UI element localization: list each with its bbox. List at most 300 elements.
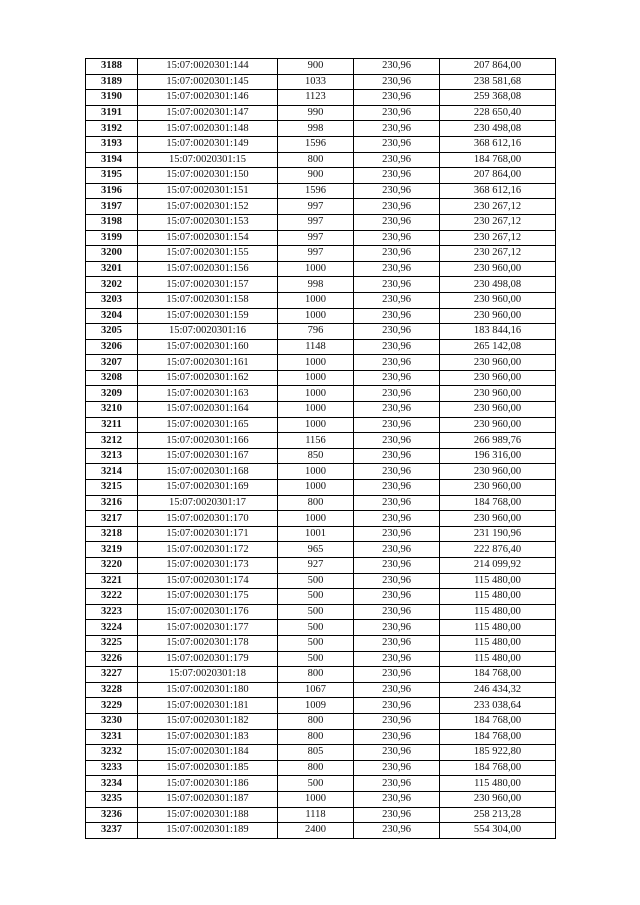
table-row <box>86 464 556 480</box>
specific-value-cell: 230,96 <box>354 729 440 745</box>
specific-value-cell: 230,96 <box>354 776 440 792</box>
cadastral-value-cell: 246 434,32 <box>440 682 556 698</box>
specific-value-cell: 230,96 <box>354 682 440 698</box>
cadastral-value-cell: 184 768,00 <box>440 713 556 729</box>
area-cell: 1009 <box>278 698 354 714</box>
cadastral-value-cell: 230 960,00 <box>440 370 556 386</box>
specific-value-cell: 230,96 <box>354 433 440 449</box>
row-number-cell: 3226 <box>86 651 138 667</box>
row-number-cell: 3192 <box>86 121 138 137</box>
specific-value-cell: 230,96 <box>354 448 440 464</box>
cadastral-number-cell: 15:07:0020301:181 <box>138 698 278 714</box>
row-number-cell: 3229 <box>86 698 138 714</box>
cadastral-value-cell: 230 960,00 <box>440 511 556 527</box>
row-number-cell: 3228 <box>86 682 138 698</box>
area-cell: 1033 <box>278 74 354 90</box>
area-cell: 1000 <box>278 261 354 277</box>
row-number-cell: 3230 <box>86 713 138 729</box>
specific-value-cell: 230,96 <box>354 807 440 823</box>
area-cell: 1596 <box>278 183 354 199</box>
table-row <box>86 823 556 839</box>
cadastral-number-cell: 15:07:0020301:167 <box>138 448 278 464</box>
cadastral-number-cell: 15:07:0020301:169 <box>138 480 278 496</box>
area-cell: 1000 <box>278 370 354 386</box>
cadastral-number-cell: 15:07:0020301:156 <box>138 261 278 277</box>
cadastral-number-cell: 15:07:0020301:163 <box>138 386 278 402</box>
cadastral-value-cell: 230 960,00 <box>440 417 556 433</box>
table-row <box>86 635 556 651</box>
cadastral-number-cell: 15:07:0020301:182 <box>138 713 278 729</box>
cadastral-number-cell: 15:07:0020301:158 <box>138 292 278 308</box>
table-row <box>86 136 556 152</box>
cadastral-number-cell: 15:07:0020301:148 <box>138 121 278 137</box>
area-cell: 1067 <box>278 682 354 698</box>
cadastral-number-cell: 15:07:0020301:165 <box>138 417 278 433</box>
table-row <box>86 573 556 589</box>
specific-value-cell: 230,96 <box>354 480 440 496</box>
row-number-cell: 3216 <box>86 495 138 511</box>
cadastral-value-table <box>85 58 556 839</box>
specific-value-cell: 230,96 <box>354 417 440 433</box>
area-cell: 1118 <box>278 807 354 823</box>
area-cell: 900 <box>278 59 354 75</box>
specific-value-cell: 230,96 <box>354 183 440 199</box>
row-number-cell: 3233 <box>86 760 138 776</box>
specific-value-cell: 230,96 <box>354 59 440 75</box>
specific-value-cell: 230,96 <box>354 464 440 480</box>
table-row <box>86 651 556 667</box>
cadastral-number-cell: 15:07:0020301:18 <box>138 667 278 683</box>
row-number-cell: 3188 <box>86 59 138 75</box>
row-number-cell: 3218 <box>86 526 138 542</box>
specific-value-cell: 230,96 <box>354 214 440 230</box>
cadastral-number-cell: 15:07:0020301:149 <box>138 136 278 152</box>
cadastral-value-cell: 230 960,00 <box>440 791 556 807</box>
specific-value-cell: 230,96 <box>354 635 440 651</box>
row-number-cell: 3206 <box>86 339 138 355</box>
cadastral-value-cell: 230 960,00 <box>440 355 556 371</box>
area-cell: 997 <box>278 230 354 246</box>
cadastral-value-cell: 231 190,96 <box>440 526 556 542</box>
table-row <box>86 760 556 776</box>
row-number-cell: 3236 <box>86 807 138 823</box>
cadastral-number-cell: 15:07:0020301:183 <box>138 729 278 745</box>
cadastral-number-cell: 15:07:0020301:146 <box>138 90 278 106</box>
cadastral-value-cell: 230 960,00 <box>440 292 556 308</box>
cadastral-number-cell: 15:07:0020301:172 <box>138 542 278 558</box>
cadastral-number-cell: 15:07:0020301:151 <box>138 183 278 199</box>
cadastral-value-cell: 207 864,00 <box>440 59 556 75</box>
cadastral-number-cell: 15:07:0020301:188 <box>138 807 278 823</box>
specific-value-cell: 230,96 <box>354 386 440 402</box>
area-cell: 1000 <box>278 308 354 324</box>
specific-value-cell: 230,96 <box>354 604 440 620</box>
area-cell: 1156 <box>278 433 354 449</box>
cadastral-number-cell: 15:07:0020301:166 <box>138 433 278 449</box>
specific-value-cell: 230,96 <box>354 791 440 807</box>
cadastral-value-cell: 259 368,08 <box>440 90 556 106</box>
row-number-cell: 3202 <box>86 277 138 293</box>
specific-value-cell: 230,96 <box>354 823 440 839</box>
table-row <box>86 542 556 558</box>
cadastral-value-cell: 115 480,00 <box>440 635 556 651</box>
cadastral-number-cell: 15:07:0020301:161 <box>138 355 278 371</box>
specific-value-cell: 230,96 <box>354 230 440 246</box>
row-number-cell: 3232 <box>86 745 138 761</box>
row-number-cell: 3237 <box>86 823 138 839</box>
cadastral-number-cell: 15:07:0020301:187 <box>138 791 278 807</box>
area-cell: 2400 <box>278 823 354 839</box>
specific-value-cell: 230,96 <box>354 667 440 683</box>
cadastral-value-cell: 266 989,76 <box>440 433 556 449</box>
table-row <box>86 807 556 823</box>
area-cell: 796 <box>278 324 354 340</box>
cadastral-value-cell: 265 142,08 <box>440 339 556 355</box>
cadastral-number-cell: 15:07:0020301:157 <box>138 277 278 293</box>
cadastral-number-cell: 15:07:0020301:155 <box>138 246 278 262</box>
table-row <box>86 604 556 620</box>
cadastral-number-cell: 15:07:0020301:17 <box>138 495 278 511</box>
row-number-cell: 3213 <box>86 448 138 464</box>
cadastral-value-cell: 183 844,16 <box>440 324 556 340</box>
table-row <box>86 558 556 574</box>
table-row <box>86 620 556 636</box>
area-cell: 1148 <box>278 339 354 355</box>
specific-value-cell: 230,96 <box>354 355 440 371</box>
specific-value-cell: 230,96 <box>354 370 440 386</box>
specific-value-cell: 230,96 <box>354 74 440 90</box>
row-number-cell: 3204 <box>86 308 138 324</box>
specific-value-cell: 230,96 <box>354 90 440 106</box>
cadastral-number-cell: 15:07:0020301:150 <box>138 168 278 184</box>
specific-value-cell: 230,96 <box>354 495 440 511</box>
table-row <box>86 339 556 355</box>
area-cell: 997 <box>278 214 354 230</box>
row-number-cell: 3200 <box>86 246 138 262</box>
table-row <box>86 308 556 324</box>
cadastral-number-cell: 15:07:0020301:180 <box>138 682 278 698</box>
table-row <box>86 355 556 371</box>
row-number-cell: 3196 <box>86 183 138 199</box>
cadastral-value-cell: 222 876,40 <box>440 542 556 558</box>
cadastral-value-cell: 115 480,00 <box>440 573 556 589</box>
specific-value-cell: 230,96 <box>354 760 440 776</box>
table-row <box>86 589 556 605</box>
specific-value-cell: 230,96 <box>354 324 440 340</box>
area-cell: 800 <box>278 667 354 683</box>
table-row <box>86 698 556 714</box>
area-cell: 1123 <box>278 90 354 106</box>
row-number-cell: 3198 <box>86 214 138 230</box>
cadastral-value-cell: 230 960,00 <box>440 464 556 480</box>
table-row <box>86 59 556 75</box>
row-number-cell: 3195 <box>86 168 138 184</box>
cadastral-number-cell: 15:07:0020301:176 <box>138 604 278 620</box>
row-number-cell: 3224 <box>86 620 138 636</box>
cadastral-value-cell: 214 099,92 <box>440 558 556 574</box>
row-number-cell: 3220 <box>86 558 138 574</box>
table-row <box>86 682 556 698</box>
table-row <box>86 448 556 464</box>
specific-value-cell: 230,96 <box>354 745 440 761</box>
table-row <box>86 121 556 137</box>
specific-value-cell: 230,96 <box>354 651 440 667</box>
cadastral-value-cell: 238 581,68 <box>440 74 556 90</box>
area-cell: 1000 <box>278 402 354 418</box>
specific-value-cell: 230,96 <box>354 152 440 168</box>
area-cell: 500 <box>278 635 354 651</box>
area-cell: 1000 <box>278 791 354 807</box>
row-number-cell: 3234 <box>86 776 138 792</box>
table-row <box>86 667 556 683</box>
area-cell: 800 <box>278 713 354 729</box>
row-number-cell: 3210 <box>86 402 138 418</box>
cadastral-number-cell: 15:07:0020301:154 <box>138 230 278 246</box>
table-row <box>86 90 556 106</box>
table-row <box>86 511 556 527</box>
area-cell: 900 <box>278 168 354 184</box>
table-row <box>86 745 556 761</box>
cadastral-number-cell: 15:07:0020301:184 <box>138 745 278 761</box>
area-cell: 990 <box>278 105 354 121</box>
row-number-cell: 3223 <box>86 604 138 620</box>
row-number-cell: 3225 <box>86 635 138 651</box>
cadastral-number-cell: 15:07:0020301:185 <box>138 760 278 776</box>
row-number-cell: 3214 <box>86 464 138 480</box>
cadastral-number-cell: 15:07:0020301:152 <box>138 199 278 215</box>
specific-value-cell: 230,96 <box>354 713 440 729</box>
cadastral-value-cell: 184 768,00 <box>440 667 556 683</box>
row-number-cell: 3217 <box>86 511 138 527</box>
cadastral-value-cell: 258 213,28 <box>440 807 556 823</box>
cadastral-value-cell: 230 267,12 <box>440 214 556 230</box>
area-cell: 1000 <box>278 417 354 433</box>
table-row <box>86 152 556 168</box>
area-cell: 1000 <box>278 511 354 527</box>
cadastral-number-cell: 15:07:0020301:15 <box>138 152 278 168</box>
cadastral-number-cell: 15:07:0020301:159 <box>138 308 278 324</box>
row-number-cell: 3194 <box>86 152 138 168</box>
specific-value-cell: 230,96 <box>354 526 440 542</box>
cadastral-value-cell: 230 960,00 <box>440 480 556 496</box>
area-cell: 500 <box>278 573 354 589</box>
table-row <box>86 791 556 807</box>
cadastral-value-cell: 368 612,16 <box>440 136 556 152</box>
row-number-cell: 3199 <box>86 230 138 246</box>
table-row <box>86 370 556 386</box>
cadastral-value-cell: 185 922,80 <box>440 745 556 761</box>
table-row <box>86 433 556 449</box>
area-cell: 850 <box>278 448 354 464</box>
specific-value-cell: 230,96 <box>354 121 440 137</box>
area-cell: 805 <box>278 745 354 761</box>
table-row <box>86 495 556 511</box>
table-row <box>86 168 556 184</box>
table-row <box>86 324 556 340</box>
specific-value-cell: 230,96 <box>354 277 440 293</box>
cadastral-number-cell: 15:07:0020301:178 <box>138 635 278 651</box>
row-number-cell: 3222 <box>86 589 138 605</box>
specific-value-cell: 230,96 <box>354 402 440 418</box>
cadastral-number-cell: 15:07:0020301:16 <box>138 324 278 340</box>
table-row <box>86 386 556 402</box>
cadastral-value-cell: 184 768,00 <box>440 729 556 745</box>
area-cell: 1001 <box>278 526 354 542</box>
table-row <box>86 713 556 729</box>
table-row <box>86 105 556 121</box>
specific-value-cell: 230,96 <box>354 573 440 589</box>
table-row <box>86 292 556 308</box>
cadastral-number-cell: 15:07:0020301:175 <box>138 589 278 605</box>
specific-value-cell: 230,96 <box>354 339 440 355</box>
table-row <box>86 402 556 418</box>
row-number-cell: 3215 <box>86 480 138 496</box>
cadastral-number-cell: 15:07:0020301:162 <box>138 370 278 386</box>
area-cell: 800 <box>278 495 354 511</box>
cadastral-number-cell: 15:07:0020301:171 <box>138 526 278 542</box>
area-cell: 500 <box>278 620 354 636</box>
specific-value-cell: 230,96 <box>354 105 440 121</box>
area-cell: 500 <box>278 776 354 792</box>
cadastral-value-cell: 230 960,00 <box>440 308 556 324</box>
row-number-cell: 3231 <box>86 729 138 745</box>
specific-value-cell: 230,96 <box>354 246 440 262</box>
row-number-cell: 3221 <box>86 573 138 589</box>
table-row <box>86 526 556 542</box>
row-number-cell: 3235 <box>86 791 138 807</box>
row-number-cell: 3209 <box>86 386 138 402</box>
cadastral-value-cell: 115 480,00 <box>440 620 556 636</box>
cadastral-value-cell: 184 768,00 <box>440 760 556 776</box>
specific-value-cell: 230,96 <box>354 308 440 324</box>
cadastral-value-cell: 230 498,08 <box>440 277 556 293</box>
specific-value-cell: 230,96 <box>354 558 440 574</box>
row-number-cell: 3197 <box>86 199 138 215</box>
table-row <box>86 246 556 262</box>
cadastral-number-cell: 15:07:0020301:177 <box>138 620 278 636</box>
cadastral-value-cell: 230 498,08 <box>440 121 556 137</box>
cadastral-value-cell: 184 768,00 <box>440 495 556 511</box>
cadastral-number-cell: 15:07:0020301:186 <box>138 776 278 792</box>
row-number-cell: 3193 <box>86 136 138 152</box>
area-cell: 1000 <box>278 464 354 480</box>
row-number-cell: 3190 <box>86 90 138 106</box>
cadastral-value-cell: 554 304,00 <box>440 823 556 839</box>
cadastral-value-cell: 233 038,64 <box>440 698 556 714</box>
table-row <box>86 199 556 215</box>
cadastral-number-cell: 15:07:0020301:145 <box>138 74 278 90</box>
cadastral-value-cell: 115 480,00 <box>440 589 556 605</box>
row-number-cell: 3205 <box>86 324 138 340</box>
area-cell: 800 <box>278 152 354 168</box>
cadastral-value-cell: 196 316,00 <box>440 448 556 464</box>
table-row <box>86 776 556 792</box>
cadastral-value-cell: 115 480,00 <box>440 651 556 667</box>
row-number-cell: 3201 <box>86 261 138 277</box>
row-number-cell: 3189 <box>86 74 138 90</box>
cadastral-number-cell: 15:07:0020301:153 <box>138 214 278 230</box>
cadastral-value-cell: 230 960,00 <box>440 402 556 418</box>
area-cell: 1596 <box>278 136 354 152</box>
specific-value-cell: 230,96 <box>354 542 440 558</box>
area-cell: 927 <box>278 558 354 574</box>
cadastral-value-cell: 228 650,40 <box>440 105 556 121</box>
area-cell: 500 <box>278 604 354 620</box>
table-row <box>86 417 556 433</box>
table-row <box>86 480 556 496</box>
specific-value-cell: 230,96 <box>354 136 440 152</box>
row-number-cell: 3212 <box>86 433 138 449</box>
table-row <box>86 230 556 246</box>
cadastral-value-cell: 207 864,00 <box>440 168 556 184</box>
cadastral-number-cell: 15:07:0020301:179 <box>138 651 278 667</box>
table-row <box>86 74 556 90</box>
area-cell: 998 <box>278 277 354 293</box>
cadastral-value-cell: 230 960,00 <box>440 261 556 277</box>
area-cell: 997 <box>278 246 354 262</box>
cadastral-value-cell: 230 267,12 <box>440 246 556 262</box>
row-number-cell: 3207 <box>86 355 138 371</box>
cadastral-number-cell: 15:07:0020301:160 <box>138 339 278 355</box>
cadastral-number-cell: 15:07:0020301:164 <box>138 402 278 418</box>
area-cell: 800 <box>278 760 354 776</box>
cadastral-number-cell: 15:07:0020301:173 <box>138 558 278 574</box>
area-cell: 800 <box>278 729 354 745</box>
cadastral-number-cell: 15:07:0020301:170 <box>138 511 278 527</box>
cadastral-value-cell: 115 480,00 <box>440 604 556 620</box>
cadastral-number-cell: 15:07:0020301:147 <box>138 105 278 121</box>
area-cell: 998 <box>278 121 354 137</box>
table-row <box>86 729 556 745</box>
specific-value-cell: 230,96 <box>354 511 440 527</box>
specific-value-cell: 230,96 <box>354 698 440 714</box>
row-number-cell: 3191 <box>86 105 138 121</box>
cadastral-value-cell: 230 267,12 <box>440 230 556 246</box>
area-cell: 1000 <box>278 386 354 402</box>
cadastral-value-cell: 368 612,16 <box>440 183 556 199</box>
area-cell: 1000 <box>278 292 354 308</box>
row-number-cell: 3227 <box>86 667 138 683</box>
specific-value-cell: 230,96 <box>354 199 440 215</box>
row-number-cell: 3219 <box>86 542 138 558</box>
table-body <box>86 59 556 839</box>
cadastral-number-cell: 15:07:0020301:168 <box>138 464 278 480</box>
specific-value-cell: 230,96 <box>354 261 440 277</box>
cadastral-value-cell: 230 960,00 <box>440 386 556 402</box>
specific-value-cell: 230,96 <box>354 589 440 605</box>
area-cell: 997 <box>278 199 354 215</box>
cadastral-value-cell: 230 267,12 <box>440 199 556 215</box>
table-row <box>86 214 556 230</box>
table-row <box>86 261 556 277</box>
area-cell: 1000 <box>278 355 354 371</box>
row-number-cell: 3211 <box>86 417 138 433</box>
area-cell: 500 <box>278 651 354 667</box>
area-cell: 1000 <box>278 480 354 496</box>
cadastral-value-cell: 115 480,00 <box>440 776 556 792</box>
row-number-cell: 3203 <box>86 292 138 308</box>
area-cell: 500 <box>278 589 354 605</box>
area-cell: 965 <box>278 542 354 558</box>
specific-value-cell: 230,96 <box>354 292 440 308</box>
cadastral-value-cell: 184 768,00 <box>440 152 556 168</box>
table-row <box>86 183 556 199</box>
cadastral-number-cell: 15:07:0020301:174 <box>138 573 278 589</box>
specific-value-cell: 230,96 <box>354 620 440 636</box>
row-number-cell: 3208 <box>86 370 138 386</box>
cadastral-number-cell: 15:07:0020301:189 <box>138 823 278 839</box>
specific-value-cell: 230,96 <box>354 168 440 184</box>
